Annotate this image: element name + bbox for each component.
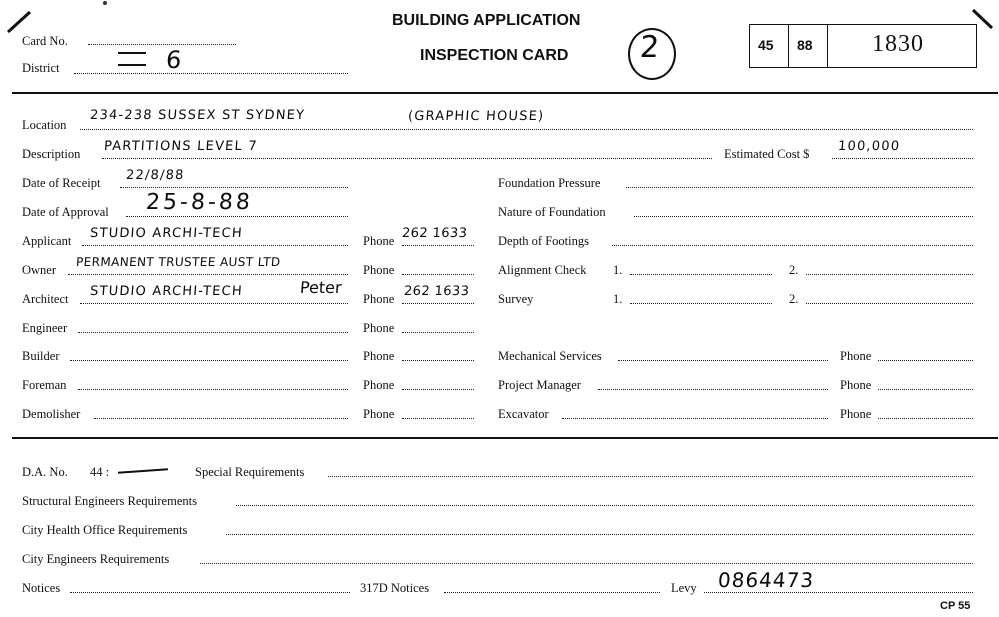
- special-line: [328, 476, 973, 477]
- foreman-label: Foreman: [22, 378, 67, 392]
- estimated-cost-value: 100,000: [837, 139, 901, 154]
- builder-phone-line: [402, 360, 474, 361]
- engineer-phone-line: [402, 332, 474, 333]
- location-label: Location: [22, 118, 67, 132]
- alignment-2-label: 2.: [789, 263, 799, 277]
- alignment-label: Alignment Check: [498, 263, 587, 277]
- location-value: 234-238 SUSSEX ST SYDNEY: [89, 108, 306, 123]
- title-line-1: BUILDING APPLICATION: [392, 12, 581, 29]
- project-manager-phone-line: [878, 389, 973, 390]
- section-rule: [12, 437, 998, 439]
- survey-label: Survey: [498, 292, 534, 306]
- notices-317d-label: 317D Notices: [360, 581, 430, 595]
- mechanical-phone-label: Phone: [840, 349, 872, 363]
- circled-number: 2: [638, 30, 662, 65]
- receipt-value: 22/8/88: [125, 168, 186, 183]
- architect-note: Peter: [299, 278, 343, 297]
- alignment-2-line: [806, 274, 973, 275]
- notices-317d-line: [444, 592, 660, 593]
- structural-line: [236, 505, 973, 506]
- owner-phone-line: [402, 274, 474, 275]
- da-label: D.A. No.: [22, 465, 68, 479]
- survey-1-label: 1.: [613, 292, 623, 306]
- special-label: Special Requirements: [195, 465, 305, 479]
- receipt-label: Date of Receipt: [22, 176, 101, 190]
- architect-value: STUDIO ARCHI-TECH: [89, 284, 244, 299]
- applicant-phone-value: 262 1633: [401, 226, 468, 241]
- demolisher-phone-line: [402, 418, 474, 419]
- owner-value: PERMANENT TRUSTEE AUST LTD: [75, 255, 282, 269]
- project-manager-line: [598, 389, 828, 390]
- project-manager-phone-label: Phone: [840, 378, 872, 392]
- architect-label: Architect: [22, 292, 69, 306]
- box-divider-2: [827, 25, 828, 67]
- foreman-phone-line: [402, 389, 474, 390]
- district-scribble: [118, 52, 146, 66]
- architect-phone-value: 262 1633: [403, 284, 470, 299]
- description-value: PARTITIONS LEVEL 7: [103, 139, 259, 154]
- project-manager-label: Project Manager: [498, 378, 581, 392]
- applicant-phone-line: [402, 245, 474, 246]
- applicant-value: STUDIO ARCHI-TECH: [89, 226, 244, 241]
- receipt-line: [120, 187, 348, 188]
- builder-line: [70, 360, 348, 361]
- approval-value: 25-8-88: [145, 190, 254, 215]
- depth-footings-line: [612, 245, 973, 246]
- alignment-1-label: 1.: [613, 263, 623, 277]
- estimated-cost-label: Estimated Cost $: [724, 147, 810, 161]
- architect-phone-line: [402, 303, 474, 304]
- card-no-label: Card No.: [22, 34, 68, 48]
- district-line: [74, 73, 348, 74]
- builder-label: Builder: [22, 349, 60, 363]
- demolisher-label: Demolisher: [22, 407, 81, 421]
- foreman-phone-label: Phone: [363, 378, 395, 392]
- da-value: 44 :: [90, 465, 110, 479]
- reference-box: [749, 24, 977, 68]
- engineer-label: Engineer: [22, 321, 68, 335]
- health-line: [226, 534, 973, 535]
- applicant-line: [82, 245, 348, 246]
- location-note: (GRAPHIC HOUSE): [407, 109, 545, 124]
- owner-phone-label: Phone: [363, 263, 395, 277]
- foundation-pressure-line: [626, 187, 973, 188]
- district-label: District: [22, 61, 60, 75]
- notices-label: Notices: [22, 581, 61, 595]
- survey-2-label: 2.: [789, 292, 799, 306]
- health-label: City Health Office Requirements: [22, 523, 188, 537]
- box-year: 88: [797, 37, 813, 53]
- box-card-number: 1830: [872, 31, 924, 57]
- applicant-phone-label: Phone: [363, 234, 395, 248]
- engineer-phone-label: Phone: [363, 321, 395, 335]
- excavator-phone-line: [878, 418, 973, 419]
- owner-label: Owner: [22, 263, 57, 277]
- levy-label: Levy: [671, 581, 697, 595]
- city-eng-line: [200, 563, 973, 564]
- engineer-line: [78, 332, 348, 333]
- architect-phone-label: Phone: [363, 292, 395, 306]
- description-label: Description: [22, 147, 81, 161]
- estimated-cost-line: [832, 158, 973, 159]
- box-divider-1: [788, 25, 789, 67]
- excavator-line: [562, 418, 828, 419]
- alignment-1-line: [630, 274, 772, 275]
- owner-line: [68, 274, 348, 275]
- description-line: [102, 158, 712, 159]
- applicant-label: Applicant: [22, 234, 72, 248]
- district-value: 6: [165, 46, 184, 74]
- structural-label: Structural Engineers Requirements: [22, 494, 197, 508]
- mechanical-label: Mechanical Services: [498, 349, 602, 363]
- excavator-label: Excavator: [498, 407, 549, 421]
- survey-2-line: [806, 303, 973, 304]
- approval-label: Date of Approval: [22, 205, 109, 219]
- survey-1-line: [630, 303, 772, 304]
- excavator-phone-label: Phone: [840, 407, 872, 421]
- architect-line: [80, 303, 348, 304]
- builder-phone-label: Phone: [363, 349, 395, 363]
- demolisher-phone-label: Phone: [363, 407, 395, 421]
- city-eng-label: City Engineers Requirements: [22, 552, 170, 566]
- nature-foundation-label: Nature of Foundation: [498, 205, 606, 219]
- nature-foundation-line: [634, 216, 973, 217]
- mechanical-phone-line: [878, 360, 973, 361]
- foreman-line: [78, 389, 348, 390]
- notices-line: [70, 592, 350, 593]
- title-line-2: INSPECTION CARD: [420, 47, 569, 64]
- box-year-code: 45: [758, 37, 774, 53]
- form-code: CP 55: [940, 600, 971, 612]
- depth-footings-label: Depth of Footings: [498, 234, 589, 248]
- location-line: [80, 129, 973, 130]
- mechanical-line: [618, 360, 828, 361]
- card-no-line: [88, 44, 236, 45]
- foundation-pressure-label: Foundation Pressure: [498, 176, 601, 190]
- demolisher-line: [94, 418, 348, 419]
- levy-value: 0864473: [717, 568, 815, 592]
- approval-line: [126, 216, 348, 217]
- levy-line: [704, 592, 973, 593]
- header-rule: [12, 92, 998, 94]
